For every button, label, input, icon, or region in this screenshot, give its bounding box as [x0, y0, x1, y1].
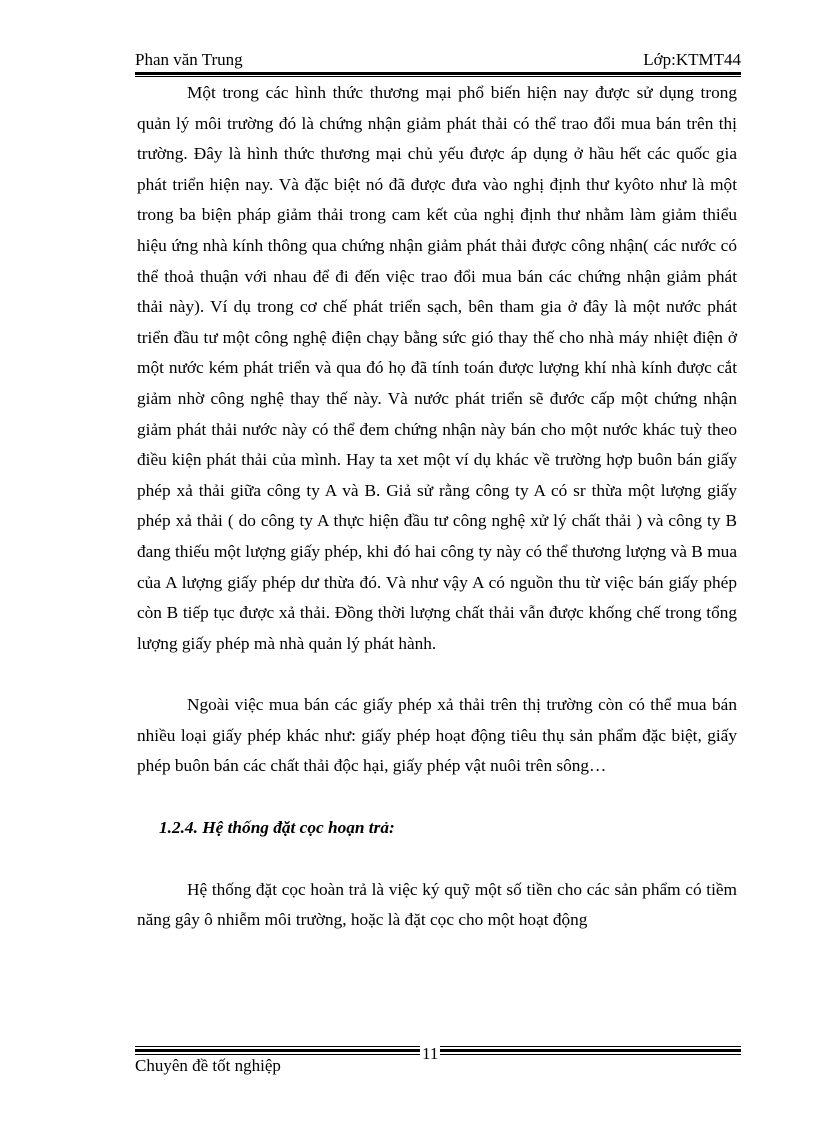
paragraph-2: Ngoài việc mua bán các giấy phép xả thải trên thị trường còn có thể mua bán nhiều loại giấy phép khác như: giấy phép hoạt động tiêu thụ sản phẩm đặc biệt, giấy phép buôn bán các chất thải độc hại, giấy phép vật nuôi trên sông… — [137, 695, 737, 776]
document-body — [137, 78, 737, 936]
header-author: Phan văn Trung — [135, 50, 243, 69]
header-rule-thin — [135, 76, 741, 77]
header-rule-thick — [135, 72, 741, 75]
page-number: 11 — [422, 1044, 439, 1063]
section-heading: 1.2.4. Hệ thống đặt cọc hoạn trả: — [159, 818, 395, 838]
page-header — [135, 50, 741, 72]
footer-label: Chuyên đề tốt nghiệp — [135, 1056, 281, 1075]
paragraph-1: Một trong các hình thức thương mại phổ biến hiện nay được sử dụng trong quản lý môi trường đó là chứng nhận giảm phát thải có thể trao đổi mua bán trên thị trường. Đây là hình thức thương mại chủ yếu được áp dụng ở hầu hết các quốc gia phát triển hiện nay. Và đặc biệt nó đã được đưa vào nghị định thư kyôto như là một trong ba biện pháp giảm thải trong cam kết của nghị định thư nhằm làm giảm thiểu hiệu ứng nhà kính thông qua chứng nhận giảm phát thải được công nhận( các nước có thể thoả thuận với nhau để đi đến việc trao đổi mua bán các chứng nhận giảm phát thải này). Ví dụ trong cơ chế phát triển sạch, bên tham gia ở đây là một nước phát triển đầu tư một công nghệ điện chạy bằng sức gió thay thế cho nhà máy nhiệt điện ở một nước kém phát triển và qua đó họ đã tính toán được lượng khí nhà kính được cắt giảm nhờ công nghệ thay thế này. Và nước phát triển sẽ đước cấp một chứng nhận giảm phát thải nước này có thể đem chứng nhận này bán cho một nước khác tuỳ theo điều kiện phát thải của mình. Hay ta xet một ví dụ khác về trường hợp buôn bán giấy phép xả thải giữa công ty A và B. Giả sử rằng công ty A có sr thừa một lượng giấy phép xả thải ( do công ty A thực hiện đầu tư công nghệ xử lý chất thải ) và công ty B đang thiếu một lượng giấy phép, khi đó hai công ty này có thể thương lượng và B mua của A lượng giấy phép dư thừa đó. Và như vậy A có nguồn thu từ việc bán giấy phép còn B tiếp tục được xả thải. Đồng thời lượng chất thải vẫn được khống chế trong tổng lượng giấy phép mà nhà quản lý phát hành. — [137, 83, 737, 653]
paragraph-3: Hệ thống đặt cọc hoàn trả là việc ký quỹ một số tiền cho các sản phẩm có tiềm năng gây ô nhiễm môi trường, hoặc là đặt cọc cho một hoạt động — [137, 879, 737, 930]
header-class: Lớp:KTMT44 — [643, 50, 741, 69]
